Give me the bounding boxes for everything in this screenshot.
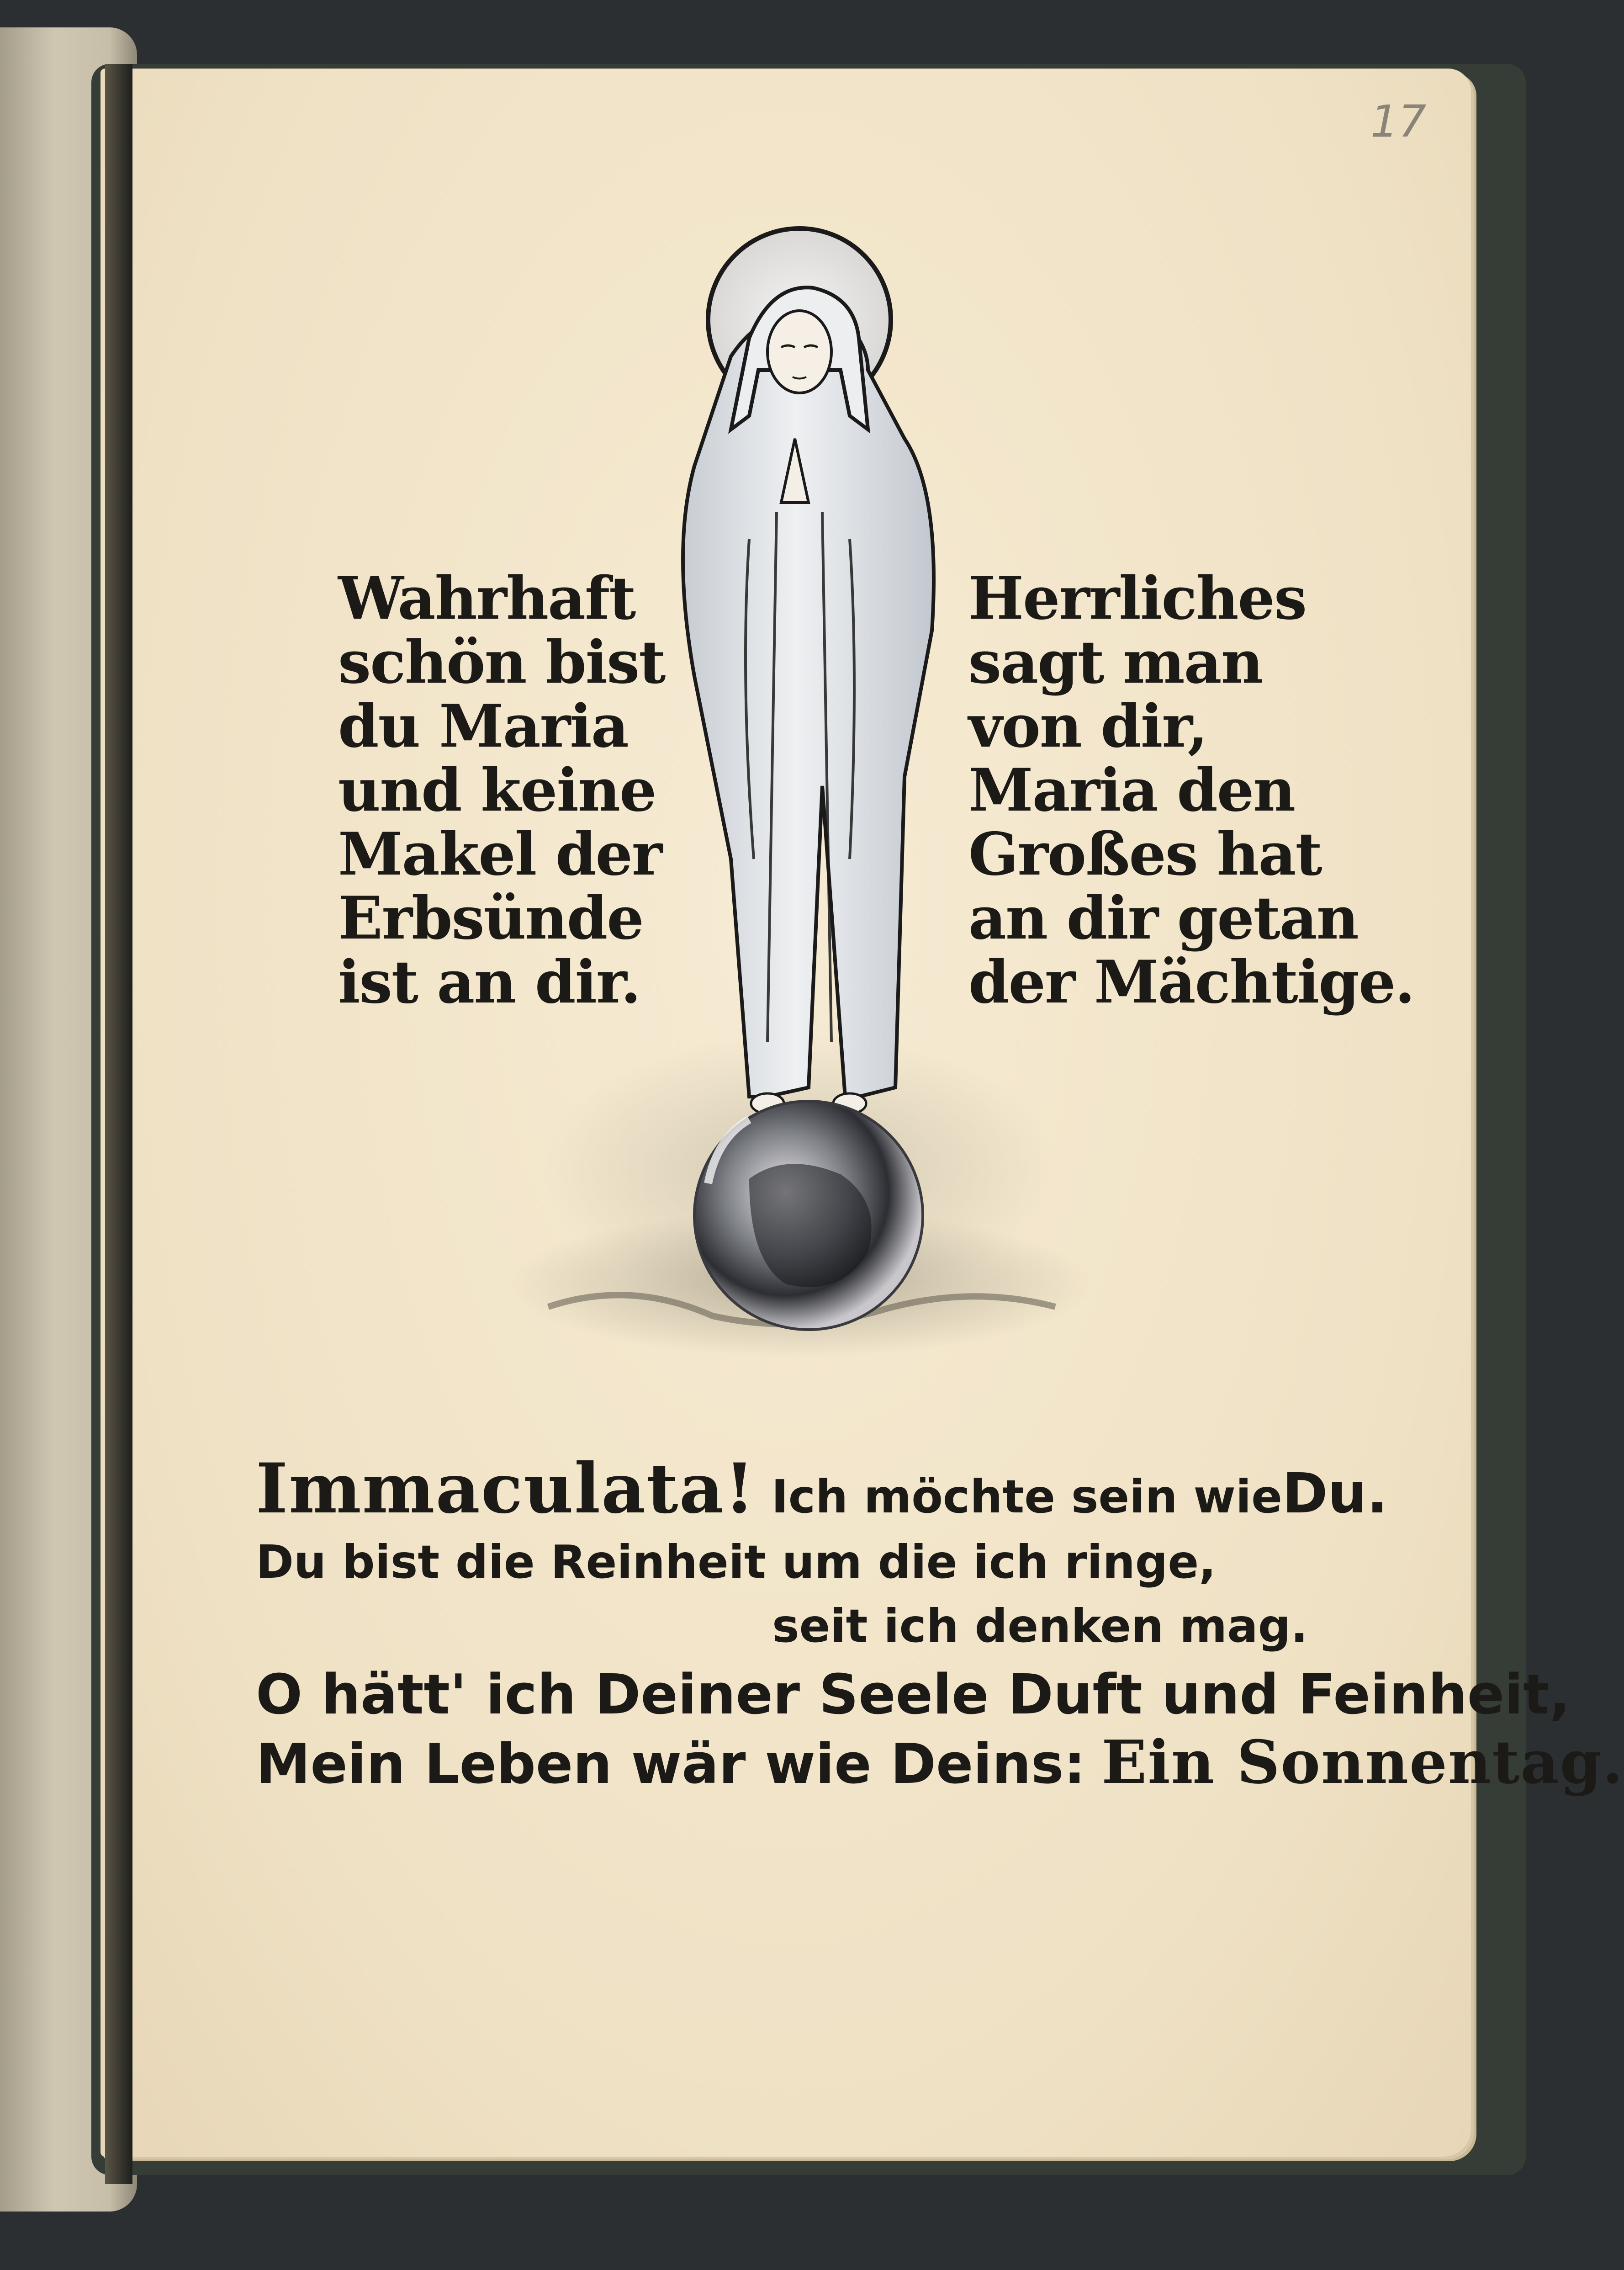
poem-line-5-end: Ein Sonnentag. xyxy=(1101,1727,1624,1797)
verse-left-line: Makel der xyxy=(338,820,662,889)
verse-left-line: du Maria xyxy=(338,692,628,761)
poem-line-1-end: Du. xyxy=(1282,1462,1388,1526)
page-number: 17 xyxy=(1370,96,1427,147)
verse-left-line: ist an dir. xyxy=(338,948,640,1017)
verse-right-line: an dir getan xyxy=(968,884,1358,953)
verse-right-line: der Mächtige. xyxy=(968,948,1414,1017)
madonna-illustration xyxy=(493,219,1106,1389)
poem-line-5-start: Mein Leben wär wie Deins: xyxy=(256,1733,1086,1796)
poem-line-5 xyxy=(256,1727,1624,1797)
poem-title: Immaculata xyxy=(256,1448,725,1529)
verse-left-line: schön bist xyxy=(338,628,665,697)
poem-line-1-text: Ich möchte sein wie xyxy=(771,1470,1282,1523)
verse-right-line: sagt man xyxy=(968,628,1263,697)
verse-right-line: von dir, xyxy=(968,692,1207,761)
poem-title-mark: ! xyxy=(724,1448,756,1529)
poem-line-1 xyxy=(256,1448,1388,1529)
poem-line-3: seit ich denken mag. xyxy=(772,1599,1308,1653)
book-gutter xyxy=(105,64,132,2184)
robe xyxy=(683,309,934,1097)
face xyxy=(767,311,831,393)
poem-line-2: Du bist die Reinheit um die ich ringe, xyxy=(256,1535,1217,1589)
verse-right-line: Großes hat xyxy=(968,820,1322,889)
verse-right-line: Maria den xyxy=(968,756,1295,825)
verse-left-line: Wahrhaft xyxy=(338,564,635,633)
verse-left-line: Erbsünde xyxy=(338,884,643,953)
verse-left-line: und keine xyxy=(338,756,656,825)
verse-right-line: Herrliches xyxy=(968,564,1306,633)
poem-line-4: O hätt' ich Deiner Seele Duft und Feinheit, xyxy=(256,1663,1571,1727)
